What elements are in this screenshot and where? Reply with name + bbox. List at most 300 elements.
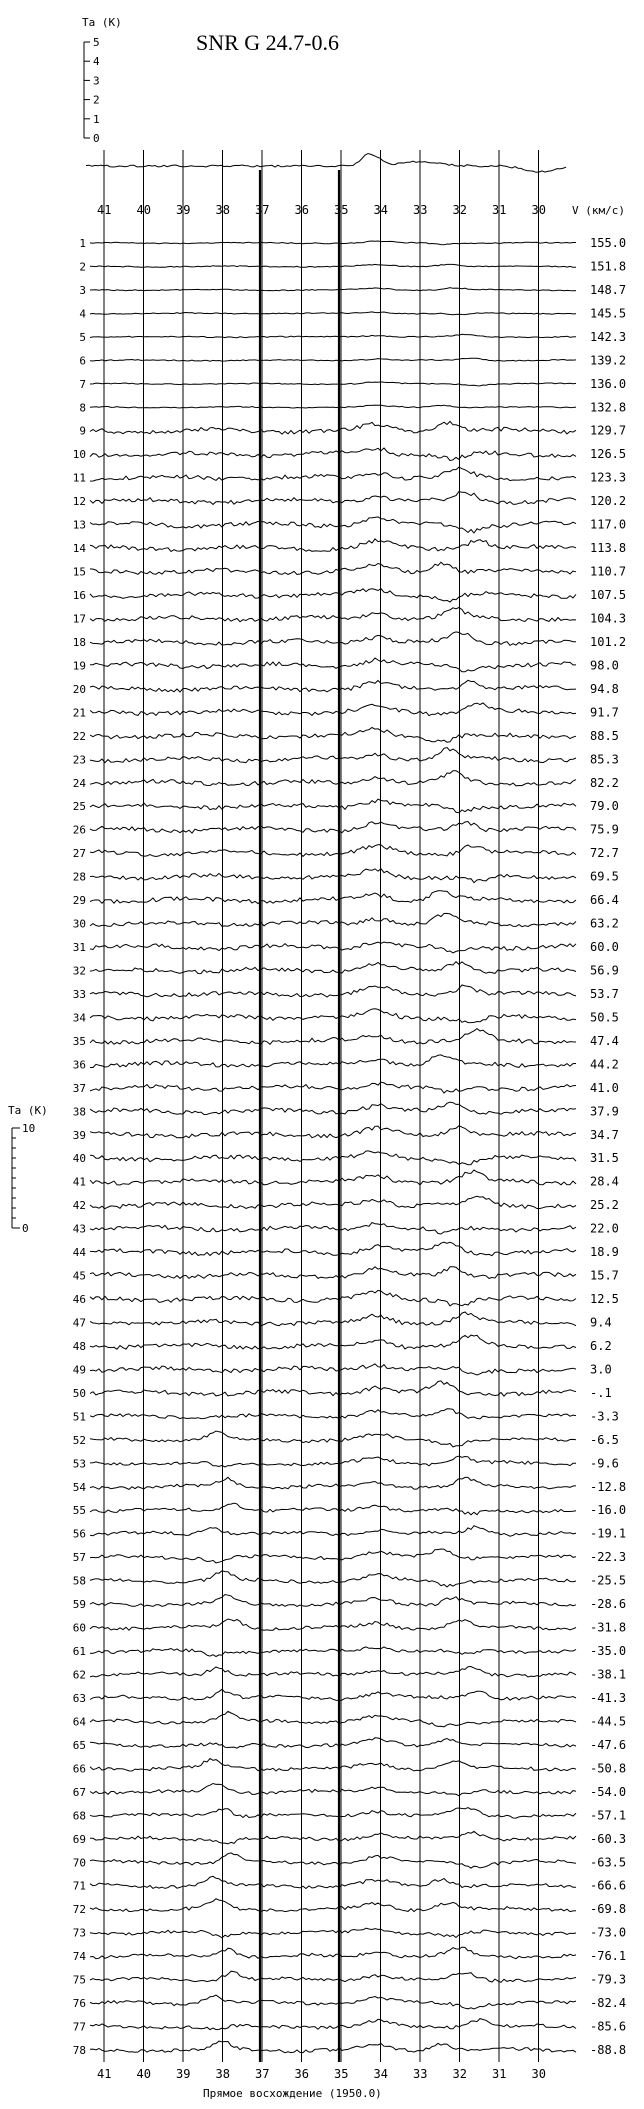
x-tick-label: 36 bbox=[294, 203, 309, 217]
channel-label: 65 bbox=[72, 1738, 86, 1752]
channel-label: 5 bbox=[79, 330, 86, 344]
top-scale-tick-label: 5 bbox=[93, 36, 100, 49]
channel-row bbox=[73, 1876, 626, 1892]
channel-label: 3 bbox=[79, 283, 86, 297]
channel-row bbox=[73, 1151, 619, 1165]
channel-row bbox=[73, 1126, 619, 1142]
channel-profile-line bbox=[90, 467, 576, 481]
channel-profile-line bbox=[90, 1009, 576, 1023]
channel-row bbox=[73, 1456, 619, 1470]
velocity-label: 63.2 bbox=[590, 916, 619, 931]
velocity-label: -44.5 bbox=[590, 1714, 627, 1729]
channel-row bbox=[73, 1170, 619, 1189]
velocity-label: -16.0 bbox=[590, 1503, 627, 1518]
channel-profile-line bbox=[90, 1312, 576, 1326]
velocity-label: 56.9 bbox=[590, 963, 619, 978]
channel-row bbox=[73, 517, 626, 533]
channel-label: 19 bbox=[72, 659, 86, 673]
channel-row bbox=[73, 1899, 626, 1916]
channel-label: 46 bbox=[72, 1293, 86, 1307]
velocity-label: 136.0 bbox=[590, 376, 627, 391]
channel-label: 45 bbox=[72, 1269, 86, 1283]
channel-label: 35 bbox=[72, 1034, 86, 1048]
channel-profile-line bbox=[90, 1364, 576, 1375]
channel-row bbox=[79, 283, 626, 297]
integrated-profile bbox=[86, 154, 566, 177]
channel-profile-line bbox=[90, 1784, 576, 1796]
channel-label: 30 bbox=[72, 917, 86, 931]
channel-profile-line bbox=[90, 1667, 576, 1678]
velocity-label: -41.3 bbox=[590, 1690, 627, 1705]
velocity-label: -66.6 bbox=[590, 1878, 627, 1893]
velocity-label: 41.0 bbox=[590, 1080, 619, 1095]
channel-profile-line bbox=[90, 632, 576, 646]
velocity-label: -82.4 bbox=[590, 1996, 627, 2011]
x-tick-label: 33 bbox=[413, 203, 428, 217]
channel-row bbox=[73, 1971, 626, 1986]
channel-row bbox=[73, 1831, 626, 1845]
channel-row bbox=[73, 703, 619, 719]
channel-profile-line bbox=[90, 1456, 576, 1467]
velocity-header: V (км/с) bbox=[572, 204, 625, 217]
channel-profile-line bbox=[90, 562, 576, 574]
channel-profile-line bbox=[90, 845, 576, 857]
velocity-label: 60.0 bbox=[590, 940, 619, 955]
channel-row bbox=[73, 1619, 626, 1635]
channel-profile-line bbox=[90, 1409, 576, 1419]
x-tick-label: 30 bbox=[531, 2067, 546, 2081]
x-tick-labels-top bbox=[97, 203, 546, 217]
channel-profile-line bbox=[90, 241, 576, 245]
channel-label: 38 bbox=[72, 1105, 86, 1119]
ra-grid bbox=[104, 150, 539, 2062]
channel-row bbox=[73, 1081, 619, 1095]
channel-label: 70 bbox=[72, 1856, 86, 1870]
channel-label: 50 bbox=[72, 1386, 86, 1400]
x-tick-label: 32 bbox=[452, 2067, 467, 2081]
channel-profile-line bbox=[90, 1151, 576, 1165]
channel-row bbox=[73, 913, 619, 930]
channel-row bbox=[73, 1644, 626, 1658]
channel-profile-line bbox=[90, 1759, 576, 1772]
velocity-label: 101.2 bbox=[590, 634, 627, 649]
channel-row bbox=[73, 680, 619, 696]
velocity-label: 98.0 bbox=[590, 658, 619, 673]
channel-label: 71 bbox=[72, 1879, 86, 1893]
channel-label: 37 bbox=[72, 1081, 86, 1095]
x-tick-label: 31 bbox=[492, 2067, 507, 2081]
channel-row bbox=[73, 1055, 619, 1071]
channel-profile-line bbox=[90, 1055, 576, 1068]
channel-profile-line bbox=[90, 264, 576, 267]
channel-label: 15 bbox=[72, 565, 86, 579]
velocity-label: 120.2 bbox=[590, 494, 627, 509]
channel-label: 4 bbox=[79, 307, 86, 321]
channel-profile-line bbox=[90, 1595, 576, 1607]
channel-row bbox=[73, 1784, 626, 1799]
channel-label: 44 bbox=[72, 1246, 86, 1260]
channel-label: 33 bbox=[72, 987, 86, 1001]
channel-row bbox=[73, 799, 619, 813]
velocity-label: 3.0 bbox=[590, 1362, 612, 1377]
channel-profile-line bbox=[90, 1831, 576, 1844]
channel-profile-line bbox=[90, 1808, 576, 1819]
velocity-label: 28.4 bbox=[590, 1174, 619, 1189]
channel-profile-line bbox=[90, 382, 576, 386]
integrated-profile-line bbox=[86, 154, 566, 173]
velocity-label: -19.1 bbox=[590, 1526, 627, 1541]
channel-profile-line bbox=[90, 748, 576, 763]
channel-row bbox=[73, 1409, 619, 1424]
channel-row bbox=[73, 1362, 612, 1376]
channel-label: 53 bbox=[72, 1457, 86, 1471]
channel-label: 74 bbox=[72, 1950, 86, 1964]
channel-label: 27 bbox=[72, 847, 86, 861]
channel-row bbox=[73, 1196, 619, 1212]
channel-label: 34 bbox=[72, 1011, 86, 1025]
channel-profile-line bbox=[90, 1126, 576, 1138]
channel-profile-line bbox=[90, 658, 576, 672]
x-tick-labels-bottom bbox=[97, 2067, 546, 2081]
channel-label: 32 bbox=[72, 964, 86, 978]
channel-profile-line bbox=[90, 1876, 576, 1888]
velocity-label: 22.0 bbox=[590, 1221, 619, 1236]
channel-row bbox=[73, 1009, 619, 1025]
channel-profile-line bbox=[90, 2019, 576, 2030]
channel-profile-line bbox=[90, 608, 576, 622]
channel-profile-line bbox=[90, 1223, 576, 1235]
channel-row bbox=[73, 1549, 626, 1564]
channel-row bbox=[73, 562, 626, 578]
channel-row bbox=[73, 492, 626, 509]
top-scale-tick-label: 4 bbox=[93, 55, 100, 69]
channel-label: 6 bbox=[79, 354, 86, 368]
channel-label: 9 bbox=[79, 424, 86, 438]
side-scale-tick-label: 10 bbox=[22, 1122, 36, 1135]
velocity-label: -6.5 bbox=[590, 1432, 619, 1447]
velocity-label: -50.8 bbox=[590, 1761, 627, 1776]
channel-label: 21 bbox=[72, 706, 86, 720]
velocity-label: 88.5 bbox=[590, 728, 619, 743]
channel-label: 14 bbox=[72, 542, 86, 556]
channel-profile-line bbox=[90, 517, 576, 533]
channel-profile-line bbox=[90, 1526, 576, 1537]
channel-row bbox=[73, 1667, 626, 1682]
channel-label: 11 bbox=[72, 471, 86, 485]
channel-profile-line bbox=[90, 985, 576, 997]
channel-profile-line bbox=[90, 1335, 576, 1349]
channel-label: 61 bbox=[72, 1645, 86, 1659]
velocity-label: 6.2 bbox=[590, 1338, 612, 1353]
channel-profile-line bbox=[90, 1571, 576, 1587]
channel-row bbox=[73, 1995, 626, 2010]
channel-label: 49 bbox=[72, 1363, 86, 1377]
x-tick-label: 35 bbox=[334, 2067, 349, 2081]
channel-label: 69 bbox=[72, 1832, 86, 1846]
channel-profile-line bbox=[90, 1082, 576, 1093]
x-tick-label: 40 bbox=[136, 203, 151, 217]
channel-row bbox=[73, 1595, 626, 1612]
channel-profile-line bbox=[90, 1267, 576, 1279]
channel-row bbox=[73, 985, 619, 1001]
channel-profile-line bbox=[90, 1647, 576, 1657]
x-tick-label: 35 bbox=[334, 203, 349, 217]
velocity-label: 151.8 bbox=[590, 259, 627, 274]
velocity-label: 117.0 bbox=[590, 517, 627, 532]
channel-row bbox=[73, 1571, 626, 1588]
top-scale-label: Ta (K) bbox=[82, 16, 122, 29]
channel-row bbox=[73, 1242, 619, 1259]
channel-profile-line bbox=[90, 680, 576, 692]
velocity-label: 104.3 bbox=[590, 611, 627, 626]
channel-profile-line bbox=[90, 589, 576, 602]
channel-profile-line bbox=[90, 421, 576, 434]
velocity-label: 25.2 bbox=[590, 1198, 619, 1213]
channel-profile-line bbox=[90, 1242, 576, 1256]
channel-row bbox=[79, 330, 626, 344]
channel-label: 8 bbox=[79, 401, 86, 415]
channel-label: 40 bbox=[72, 1152, 86, 1166]
side-scale-tick-label: 0 bbox=[22, 1222, 29, 1235]
channel-row bbox=[79, 400, 626, 414]
channel-profile-line bbox=[90, 1503, 576, 1515]
velocity-label: 34.7 bbox=[590, 1127, 619, 1142]
channel-profile-line bbox=[90, 771, 576, 786]
channel-row bbox=[73, 822, 619, 837]
channel-profile-line bbox=[90, 405, 576, 408]
velocity-label: 31.5 bbox=[590, 1151, 619, 1166]
channel-row bbox=[73, 1029, 619, 1048]
velocity-label: -85.6 bbox=[590, 2019, 627, 2034]
channel-label: 47 bbox=[72, 1316, 86, 1330]
velocity-label: -63.5 bbox=[590, 1855, 627, 1870]
velocity-label: -9.6 bbox=[590, 1456, 619, 1471]
velocity-label: 145.5 bbox=[590, 306, 627, 321]
velocity-label: -57.1 bbox=[590, 1808, 627, 1823]
channel-label: 42 bbox=[72, 1199, 86, 1213]
x-tick-label: 33 bbox=[413, 2067, 428, 2081]
channel-label: 75 bbox=[72, 1973, 86, 1987]
channel-row bbox=[73, 1503, 626, 1517]
channel-label: 68 bbox=[72, 1809, 86, 1823]
channel-row bbox=[73, 1102, 619, 1118]
x-tick-label: 38 bbox=[215, 203, 230, 217]
channel-profile-line bbox=[90, 1549, 576, 1563]
x-tick-label: 38 bbox=[215, 2067, 230, 2081]
channel-label: 72 bbox=[72, 1903, 86, 1917]
x-axis-label: Прямое восхождение (1950.0) bbox=[203, 2087, 382, 2100]
channel-label: 10 bbox=[72, 448, 86, 462]
velocity-label: 69.5 bbox=[590, 869, 619, 884]
channel-label: 29 bbox=[72, 894, 86, 908]
velocity-label: -88.8 bbox=[590, 2043, 627, 2057]
channel-label: 1 bbox=[79, 237, 86, 250]
channel-row bbox=[73, 447, 626, 461]
channel-profile-line bbox=[90, 539, 576, 552]
channel-label: 25 bbox=[72, 800, 86, 814]
channel-label: 78 bbox=[72, 2044, 86, 2057]
x-tick-label: 34 bbox=[373, 2067, 388, 2081]
channel-row bbox=[73, 1431, 619, 1447]
velocity-label: -28.6 bbox=[590, 1597, 627, 1612]
channel-profile-line bbox=[90, 962, 576, 974]
velocity-label: 18.9 bbox=[590, 1245, 619, 1260]
velocity-label: 126.5 bbox=[590, 447, 627, 462]
velocity-label: 85.3 bbox=[590, 752, 619, 767]
velocity-label: 148.7 bbox=[590, 282, 627, 297]
velocity-label: -.1 bbox=[590, 1385, 612, 1400]
channel-label: 28 bbox=[72, 870, 86, 884]
channel-profiles bbox=[73, 236, 626, 2057]
channel-profile-line bbox=[90, 1711, 576, 1726]
channel-label: 26 bbox=[72, 823, 86, 837]
channel-label: 77 bbox=[72, 2020, 86, 2034]
channel-label: 7 bbox=[79, 377, 86, 391]
velocity-label: -38.1 bbox=[590, 1667, 627, 1682]
channel-row bbox=[73, 632, 626, 649]
channel-profile-line bbox=[90, 1196, 576, 1208]
velocity-label: -69.8 bbox=[590, 1902, 627, 1917]
channel-label: 60 bbox=[72, 1621, 86, 1635]
velocity-label: -54.0 bbox=[590, 1784, 627, 1799]
channel-profile-line bbox=[90, 1947, 576, 1959]
chart-title: SNR G 24.7-0.6 bbox=[196, 30, 340, 55]
channel-profile-line bbox=[90, 942, 576, 953]
channel-label: 24 bbox=[72, 776, 86, 790]
velocity-label: 82.2 bbox=[590, 775, 619, 790]
channel-label: 55 bbox=[72, 1504, 86, 1518]
channel-label: 39 bbox=[72, 1128, 86, 1142]
channel-label: 63 bbox=[72, 1691, 86, 1705]
channel-row bbox=[73, 940, 619, 954]
channel-row bbox=[73, 1290, 619, 1306]
channel-profile-line bbox=[90, 492, 576, 505]
channel-label: 16 bbox=[72, 589, 86, 603]
channel-profile-line bbox=[90, 913, 576, 926]
channel-row bbox=[73, 1711, 626, 1728]
channel-label: 66 bbox=[72, 1762, 86, 1776]
channel-row bbox=[73, 1853, 626, 1869]
velocity-label: -47.6 bbox=[590, 1737, 627, 1752]
x-tick-label: 31 bbox=[492, 203, 507, 217]
channel-label: 2 bbox=[79, 260, 86, 274]
velocity-label: 53.7 bbox=[590, 986, 619, 1001]
channel-profile-line bbox=[90, 2041, 576, 2053]
velocity-label: 123.3 bbox=[590, 470, 627, 485]
channel-profile-line bbox=[90, 1738, 576, 1748]
velocity-label: -3.3 bbox=[590, 1409, 619, 1424]
velocity-label: 66.4 bbox=[590, 893, 619, 908]
velocity-label: 142.3 bbox=[590, 329, 627, 344]
channel-profile-line bbox=[90, 728, 576, 743]
velocity-label: 75.9 bbox=[590, 822, 619, 837]
channel-profile-line bbox=[90, 1431, 576, 1447]
channel-label: 36 bbox=[72, 1058, 86, 1072]
channel-row bbox=[73, 891, 619, 907]
channel-row bbox=[73, 1335, 612, 1353]
velocity-label: -35.0 bbox=[590, 1644, 627, 1659]
velocity-label: 79.0 bbox=[590, 799, 619, 814]
channel-profile-line bbox=[90, 312, 576, 315]
top-scale-tick-label: 1 bbox=[93, 112, 100, 126]
channel-row bbox=[73, 1947, 626, 1963]
channel-profile-line bbox=[90, 799, 576, 813]
channel-label: 62 bbox=[72, 1668, 86, 1682]
velocity-label: -31.8 bbox=[590, 1620, 627, 1635]
velocity-label: -73.0 bbox=[590, 1925, 627, 1940]
x-tick-label: 39 bbox=[176, 2067, 191, 2081]
channel-profile-line bbox=[90, 1477, 576, 1489]
x-tick-label: 40 bbox=[136, 2067, 151, 2081]
velocity-label: 113.8 bbox=[590, 541, 627, 556]
velocity-label: -22.3 bbox=[590, 1550, 627, 1565]
velocity-label: 44.2 bbox=[590, 1057, 619, 1072]
channel-profile-line bbox=[90, 1290, 576, 1306]
channel-profile-line bbox=[90, 703, 576, 716]
velocity-label: 129.7 bbox=[590, 423, 627, 438]
x-tick-label: 37 bbox=[255, 2067, 270, 2081]
velocity-label: 110.7 bbox=[590, 564, 627, 579]
channel-profile-line bbox=[90, 891, 576, 904]
channel-label: 18 bbox=[72, 635, 86, 649]
velocity-label: 107.5 bbox=[590, 588, 627, 603]
velocity-label: 132.8 bbox=[590, 400, 627, 415]
velocity-label: -60.3 bbox=[590, 1831, 627, 1846]
top-scale-tick-label: 2 bbox=[93, 93, 100, 107]
channel-row bbox=[73, 1808, 626, 1823]
x-tick-label: 41 bbox=[97, 2067, 112, 2081]
x-tick-label: 34 bbox=[373, 203, 388, 217]
channel-row bbox=[73, 467, 626, 485]
velocity-label: 15.7 bbox=[590, 1268, 619, 1283]
channel-row bbox=[73, 1689, 626, 1705]
channel-label: 31 bbox=[72, 941, 86, 955]
velocity-label: 37.9 bbox=[590, 1104, 619, 1119]
channel-profile-line bbox=[90, 1619, 576, 1630]
channel-label: 20 bbox=[72, 682, 86, 696]
channel-label: 64 bbox=[72, 1715, 86, 1729]
channel-label: 22 bbox=[72, 729, 86, 743]
velocity-label: 94.8 bbox=[590, 681, 619, 696]
velocity-label: -25.5 bbox=[590, 1573, 627, 1588]
top-ta-scale bbox=[82, 16, 122, 145]
velocity-label: 139.2 bbox=[590, 353, 627, 368]
channel-label: 41 bbox=[72, 1175, 86, 1189]
channel-row bbox=[79, 353, 626, 367]
channel-row bbox=[73, 1312, 612, 1330]
channel-profile-line bbox=[90, 869, 576, 883]
channel-row bbox=[79, 306, 626, 320]
side-scale-label: Ta (K) bbox=[8, 1104, 48, 1117]
channel-profile-line bbox=[90, 288, 576, 291]
velocity-label: 47.4 bbox=[590, 1033, 619, 1048]
x-tick-label: 36 bbox=[294, 2067, 309, 2081]
channel-label: 48 bbox=[72, 1339, 86, 1353]
channel-label: 59 bbox=[72, 1598, 86, 1612]
channel-row bbox=[73, 588, 626, 602]
channel-row bbox=[73, 1267, 619, 1283]
channel-row bbox=[73, 845, 619, 861]
velocity-label: -12.8 bbox=[590, 1479, 627, 1494]
channel-row bbox=[73, 1759, 626, 1776]
x-tick-label: 30 bbox=[531, 203, 546, 217]
channel-row bbox=[79, 421, 626, 437]
velocity-label: 9.4 bbox=[590, 1315, 612, 1330]
channel-profile-line bbox=[90, 1381, 576, 1396]
channel-row bbox=[79, 377, 626, 391]
channel-profile-line bbox=[90, 334, 576, 337]
channel-row bbox=[73, 962, 619, 978]
